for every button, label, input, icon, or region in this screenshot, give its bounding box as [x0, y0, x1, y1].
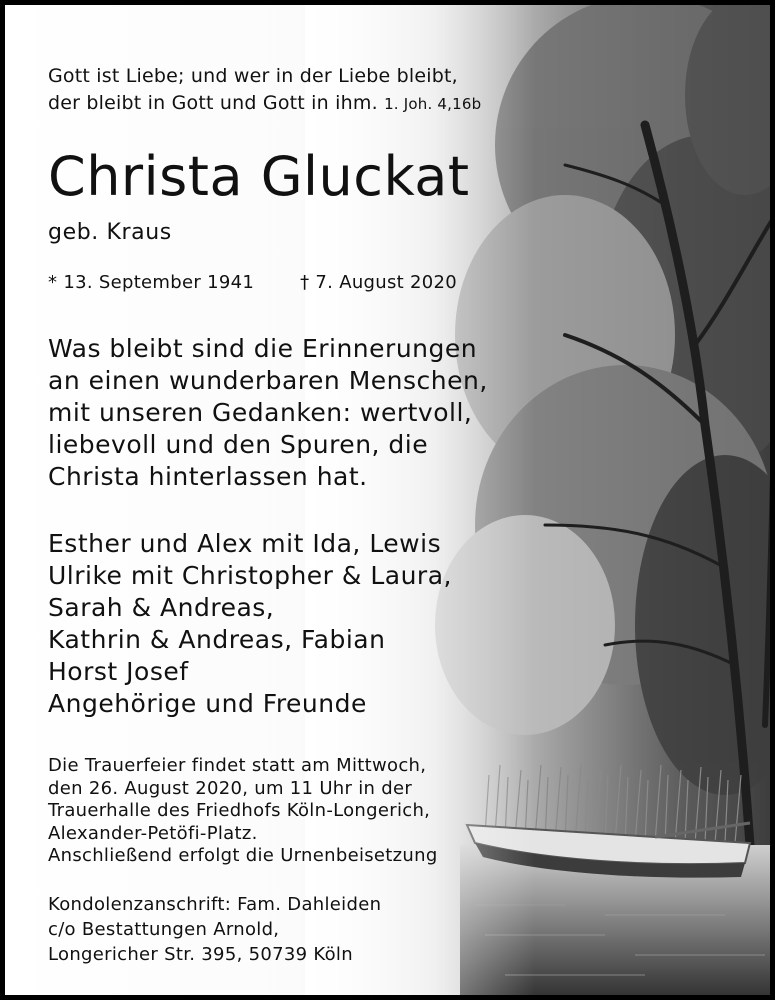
poem-line: liebevoll und den Spuren, die [48, 430, 429, 459]
life-dates [48, 270, 457, 296]
funeral-line: Die Trauerfeier findet statt am Mittwoch, [48, 755, 427, 776]
death-date: † 7. August 2020 [300, 272, 458, 293]
mourner-line: Sarah & Andreas, [48, 593, 275, 622]
address-line: Longericher Str. 395, 50739 Köln [48, 944, 353, 965]
mourners-list [48, 528, 452, 720]
mourner-line: Esther und Alex mit Ida, Lewis [48, 529, 442, 558]
verse-text: der bleibt in Gott und Gott in ihm. [48, 92, 378, 114]
mourner-line: Horst Josef [48, 657, 189, 686]
mourner-line: Ulrike mit Christopher & Laura, [48, 561, 452, 590]
mourner-line: Kathrin & Andreas, Fabian [48, 625, 386, 654]
funeral-line: Alexander-Petöfi-Platz. [48, 822, 258, 844]
maiden-name: geb. Kraus [48, 220, 172, 245]
address-line: Kondolenzanschrift: Fam. Dahleiden [48, 894, 382, 915]
poem-line: Christa hinterlassen hat. [48, 462, 368, 491]
bible-verse [48, 63, 481, 118]
funeral-line: Trauerhalle des Friedhofs Köln-Longerich, [48, 800, 431, 821]
poem-line: an einen wunderbaren Menschen, [48, 366, 488, 395]
deceased-name: Christa Gluckat [48, 145, 470, 208]
birth-date: * 13. September 1941 [48, 272, 255, 293]
poem-line: Was bleibt sind die Erinnerungen [48, 334, 478, 363]
funeral-line: Anschließend erfolgt die Urnenbeisetzung [48, 845, 438, 866]
verse-line-2 [48, 90, 481, 118]
poem-line: mit unseren Gedanken: wertvoll, [48, 398, 473, 427]
condolence-address [48, 892, 381, 967]
funeral-line: den 26. August 2020, um 11 Uhr in der [48, 777, 413, 799]
funeral-info [48, 755, 438, 868]
verse-reference: 1. Joh. 4,16b [384, 95, 482, 113]
address-line: c/o Bestattungen Arnold, [48, 919, 280, 940]
verse-line-1: Gott ist Liebe; und wer in der Liebe bleibt, [48, 65, 458, 87]
memorial-poem [48, 333, 488, 493]
mourner-line: Angehörige und Freunde [48, 689, 367, 718]
